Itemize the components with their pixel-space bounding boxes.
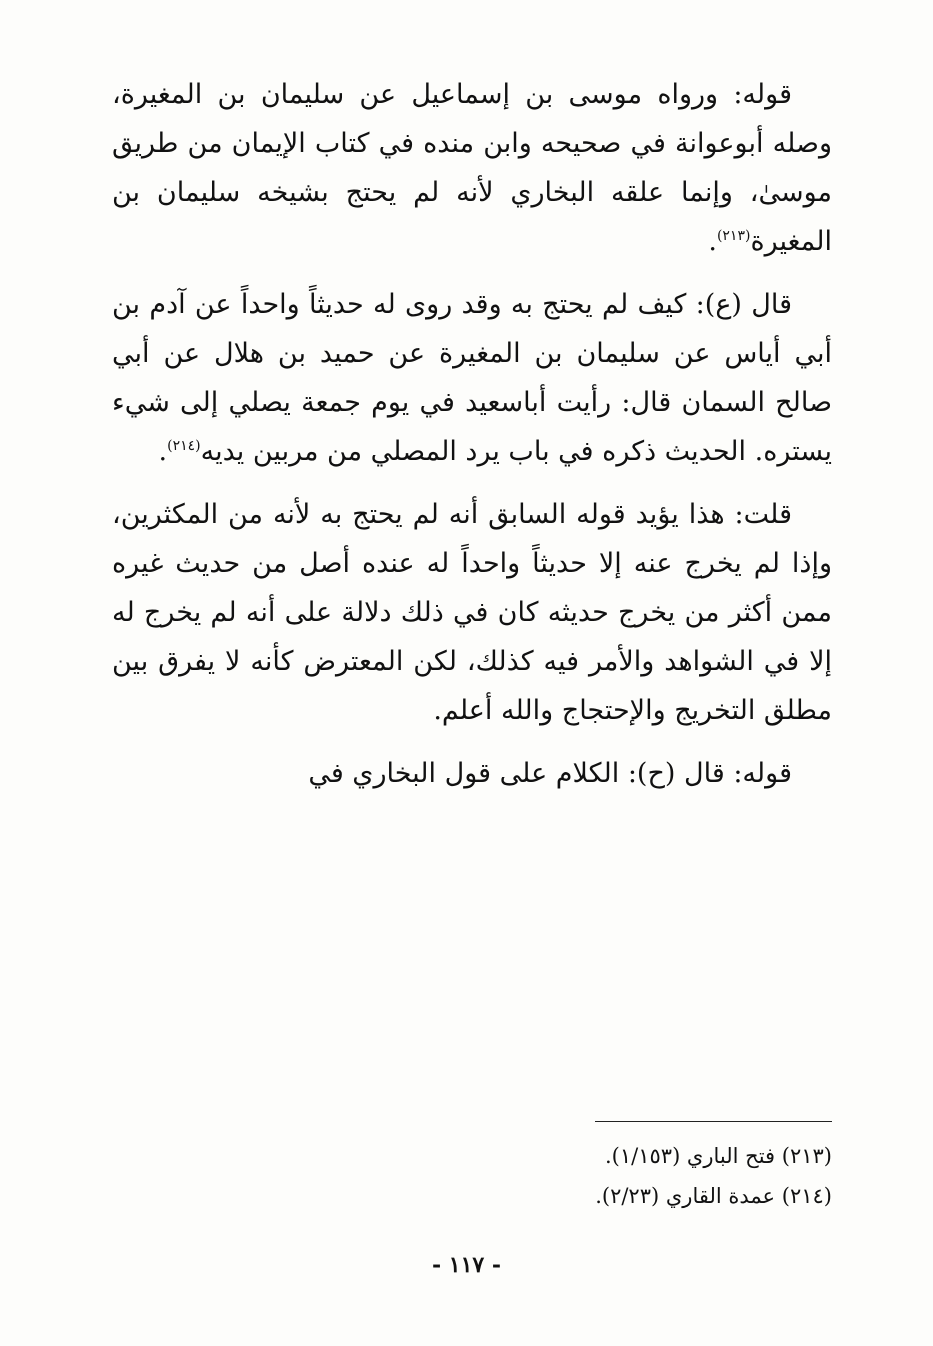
footnote-divider [595,1121,832,1122]
footnote-214: (٢١٤) عمدة القاري (٢/٢٣). [595,1184,832,1208]
footnote-ref-213: (٢١٣) [716,228,751,244]
paragraph-1: قوله: ورواه موسى بن إسماعيل عن سليمان بن المغيرة، وصله أبوعوانة في صحيحه وابن منده في كتاب الإيمان من طريق موسىٰ، وإنما علقه البخاري لأنه لم يحتج بشيخه سليمان بن المغيرة$^{(٢١٣)}$. [112,79,832,257]
paragraph-3: قلت: هذا يؤيد قوله السابق أنه لم يحتج به لأنه من المكثرين، وإذا لم يخرج عنه إلا حديثاً واحداً له عنده أصل من حديث غيره ممن أكثر من يخرج حديثه كان في ذلك دلالة على أنه لم يخرج له إلا في الشواهد والأمر فيه كذلك، لكن المعترض كأنه لا يفرق بين مطلق التخريج والإحتجاج والله أعلم. [112,499,832,726]
footnotes [112,1136,832,1216]
main-text [112,70,832,812]
footnote-ref-214: (٢١٤) [167,438,201,454]
page-number: - ١١٧ - [431,1252,502,1278]
paragraph-4: قوله: قال (ح): الكلام على قول البخاري في [308,758,792,789]
footnote-213: (٢١٣) فتح الباري (١/١٥٣). [604,1144,832,1168]
paragraph-2: قال (ع): كيف لم يحتج به وقد روى له حديثاً واحداً عن آدم بن أبي أياس عن سليمان بن المغيرة عن حميد بن هلال عن أبي صالح السمان قال: رأيت أباسعيد في يوم جمعة يصلي إلى شيء يستره. الحديث ذكره في باب يرد المصلي من مربين يديه$^{(٢١٤)}$. [112,289,832,467]
